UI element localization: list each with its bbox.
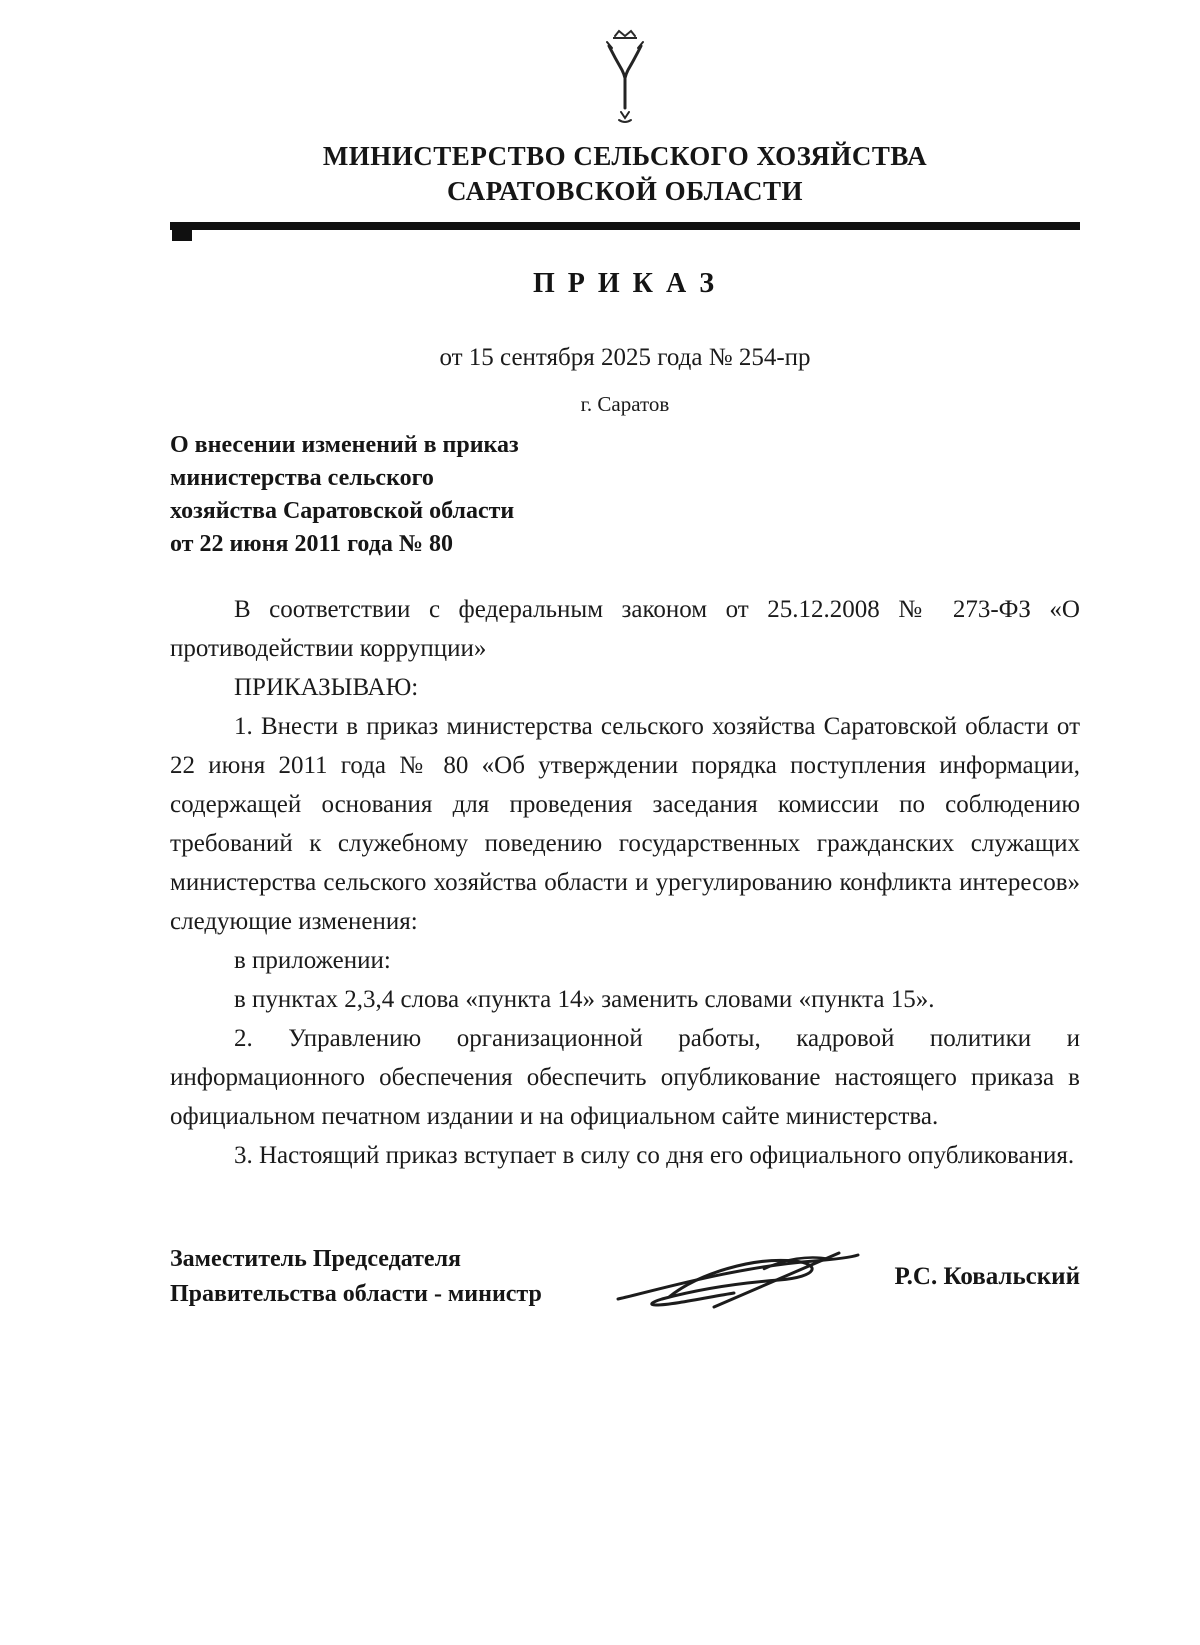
coat-of-arms-icon [593,28,657,133]
signature-image [614,1247,864,1322]
paragraph-annex: в приложении: [234,946,391,974]
paragraph-item-3: 3. Настоящий приказ вступает в силу со дня его официального опубликования. [234,1141,1075,1169]
signer-position-line1: Заместитель Председателя [170,1246,462,1273]
ministry-name-line1: МИНИСТЕРСТВО СЕЛЬСКОГО ХОЗЯЙСТВА [322,141,928,171]
signer-name: Р.С. Ковальский [894,1263,1080,1291]
paragraph-item-2: 2. Управлению организационной работы, кадровой политики и информационного обеспечения обеспечить опубликование настоящего приказа в официальном печатном издании и на официальном сайте министерства. [170,1024,1080,1130]
ministry-name [170,139,1080,208]
order-date-line: от 15 сентября 2025 года № 254-пр [439,344,811,372]
header-divider [170,222,1080,230]
signer-position [170,1242,600,1312]
city-label: г. Саратов [580,392,670,417]
ministry-name-line2: САРАТОВСКОЙ ОБЛАСТИ [446,175,804,206]
subject-line: министерства сельского [170,465,434,492]
paragraph-prikazyvayu: ПРИКАЗЫВАЮ: [234,673,419,701]
divider-notch [172,230,192,241]
paragraph-item-1: 1. Внести в приказ министерства сельского хозяйства Саратовской области от 22 июня 2011 года № 80 «Об утверждении порядка поступления информации, содержащей основания для проведения заседания комиссии по соблюдению требований к служебному поведению государственных гражданских служащих министерства сельского хозяйства области и урегулированию конфликта интересов» следующие изменения: [170,712,1080,935]
order-title: П Р И К А З [533,268,717,300]
subject-line: хозяйства Саратовской области [170,498,515,525]
subject-line: О внесении изменений в приказ [170,432,519,459]
paragraph-preamble: В соответствии с федеральным законом от 25.12.2008 № 273-ФЗ «О противодействии коррупции» [170,595,1080,662]
subject-block [170,429,1080,561]
paragraph-amendment: в пунктах 2,3,4 слова «пункта 14» заменить словами «пункта 15». [234,985,935,1013]
signature-block [170,1233,1080,1322]
order-body [170,590,1080,1175]
signer-position-line2: Правительства области - министр [170,1281,542,1308]
subject-line: от 22 июня 2011 года № 80 [170,531,453,558]
